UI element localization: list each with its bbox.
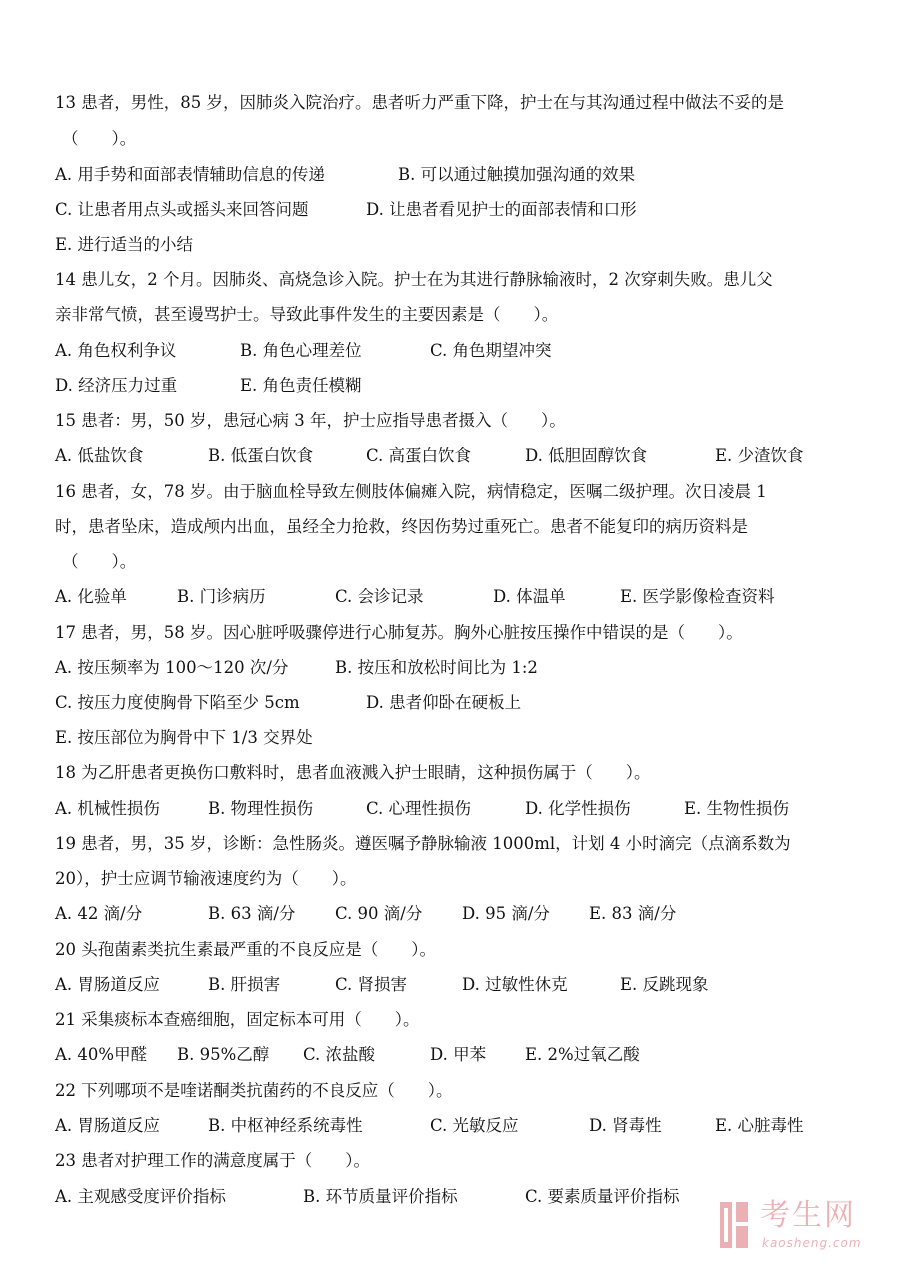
question-16-option-c: C. 会诊记录 [335,587,424,606]
question-20-option-c: C. 肾损害 [335,975,408,994]
question-22-option-a: A. 胃肠道反应 [55,1116,160,1135]
question-17-option-b: B. 按压和放松时间比为 1:2 [335,658,538,677]
watermark-text: 考生网 [760,1198,856,1233]
question-18-option-c: C. 心理性损伤 [366,799,472,818]
question-19-option-a: A. 42 滴/分 [55,904,143,923]
question-21-option-c: C. 浓盐酸 [303,1045,376,1064]
question-16-option-b: B. 门诊病历 [177,587,266,606]
question-15-option-a: A. 低盐饮食 [55,446,144,465]
question-20-option-d: D. 过敏性休克 [462,975,568,994]
question-23-option-b: B. 环节质量评价指标 [303,1187,458,1206]
question-23-stem: 23 患者对护理工作的满意度属于（ ）。 [55,1151,370,1170]
question-22-option-d: D. 肾毒性 [589,1116,662,1135]
question-13-stem-line-2: （ ）。 [62,129,137,148]
question-22-option-c: C. 光敏反应 [430,1116,519,1135]
question-14-option-c: C. 角色期望冲突 [430,341,552,360]
question-21-option-b: B. 95%乙醇 [177,1045,270,1064]
question-14-stem-line-1: 14 患儿女，2 个月。因肺炎、高烧急诊入院。护士在为其进行静脉输液时，2 次穿刺失败。患儿父 [55,270,773,289]
question-17-option-a: A. 按压频率为 100～120 次/分 [55,658,289,677]
question-16-stem-line-3: （ ）。 [62,552,137,571]
question-13-option-e: E. 进行适当的小结 [55,235,194,254]
question-13-option-a: A. 用手势和面部表情辅助信息的传递 [55,165,325,184]
question-20-option-a: A. 胃肠道反应 [55,975,160,994]
question-20-option-b: B. 肝损害 [208,975,281,994]
question-16-option-a: A. 化验单 [55,587,127,606]
watermark-url: kaosheng.com [762,1236,862,1250]
question-13-option-d: D. 让患者看见护士的面部表情和口形 [366,200,637,219]
question-14-option-d: D. 经济压力过重 [55,376,178,395]
question-17-stem: 17 患者，男，58 岁。因心脏呼吸骤停进行心肺复苏。胸外心脏按压操作中错误的是（ ）。 [55,623,743,642]
question-17-option-e: E. 按压部位为胸骨中下 1/3 交界处 [55,728,313,747]
question-13-option-c: C. 让患者用点头或摇头来回答问题 [55,200,309,219]
question-20-stem: 20 头孢菌素类抗生素最严重的不良反应是（ ）。 [55,940,436,959]
question-13-stem-line-1: 13 患者，男性，85 岁，因肺炎入院治疗。患者听力严重下降，护士在与其沟通过程中做法不妥的是 [55,93,784,112]
question-19-stem-line-1: 19 患者，男，35 岁，诊断：急性肠炎。遵医嘱予静脉输液 1000ml，计划 4 小时滴完（点滴系数为 [55,834,791,853]
question-16-option-d: D. 体温单 [493,587,566,606]
question-17-option-d: D. 患者仰卧在硬板上 [366,693,522,712]
question-22-stem: 22 下列哪项不是喹诺酮类抗菌药的不良反应（ ）。 [55,1081,453,1100]
kaosheng-logo-icon [716,1198,752,1252]
question-22-option-b: B. 中枢神经系统毒性 [208,1116,363,1135]
question-18-stem: 18 为乙肝患者更换伤口敷料时，患者血液溅入护士眼睛，这种损伤属于（ ）。 [55,763,651,782]
question-23-option-c: C. 要素质量评价指标 [525,1187,680,1206]
question-16-stem-line-2: 时，患者坠床，造成颅内出血，虽经全力抢救，终因伤势过重死亡。患者不能复印的病历资料是 [55,517,748,536]
question-21-option-a: A. 40%甲醛 [55,1045,148,1064]
question-19-option-d: D. 95 滴/分 [462,904,550,923]
question-21-option-d: D. 甲苯 [430,1045,487,1064]
question-20-option-e: E. 反跳现象 [620,975,709,994]
question-18-option-e: E. 生物性损伤 [684,799,790,818]
question-14-option-a: A. 角色权利争议 [55,341,177,360]
question-23-option-a: A. 主观感受度评价指标 [55,1187,226,1206]
question-22-option-e: E. 心脏毒性 [715,1116,804,1135]
question-15-option-d: D. 低胆固醇饮食 [525,446,648,465]
question-19-option-e: E. 83 滴/分 [589,904,677,923]
question-15-option-e: E. 少渣饮食 [715,446,804,465]
question-21-stem: 21 采集痰标本查癌细胞，固定标本可用（ ）。 [55,1010,420,1029]
question-19-stem-line-2: 20），护士应调节输液速度约为（ ）。 [55,869,357,888]
question-17-option-c: C. 按压力度使胸骨下陷至少 5cm [55,693,300,712]
question-16-stem-line-1: 16 患者，女，78 岁。由于脑血栓导致左侧肢体偏瘫入院，病情稳定，医嘱二级护理。次日凌晨 1 [55,482,767,501]
question-15-stem: 15 患者：男，50 岁，患冠心病 3 年，护士应指导患者摄入（ ）。 [55,411,566,430]
question-15-option-c: C. 高蛋白饮食 [366,446,472,465]
question-14-stem-line-2: 亲非常气愤，甚至谩骂护士。导致此事件发生的主要因素是（ ）。 [55,305,559,324]
question-19-option-b: B. 63 滴/分 [208,904,296,923]
question-19-option-c: C. 90 滴/分 [335,904,423,923]
watermark [716,1196,886,1260]
question-14-option-e: E. 角色责任模糊 [240,376,362,395]
question-14-option-b: B. 角色心理差位 [240,341,362,360]
question-15-option-b: B. 低蛋白饮食 [208,446,314,465]
question-13-option-b: B. 可以通过触摸加强沟通的效果 [398,165,636,184]
question-18-option-b: B. 物理性损伤 [208,799,314,818]
question-16-option-e: E. 医学影像检查资料 [620,587,775,606]
question-21-option-e: E. 2%过氧乙酸 [525,1045,640,1064]
question-18-option-d: D. 化学性损伤 [525,799,631,818]
question-18-option-a: A. 机械性损伤 [55,799,160,818]
